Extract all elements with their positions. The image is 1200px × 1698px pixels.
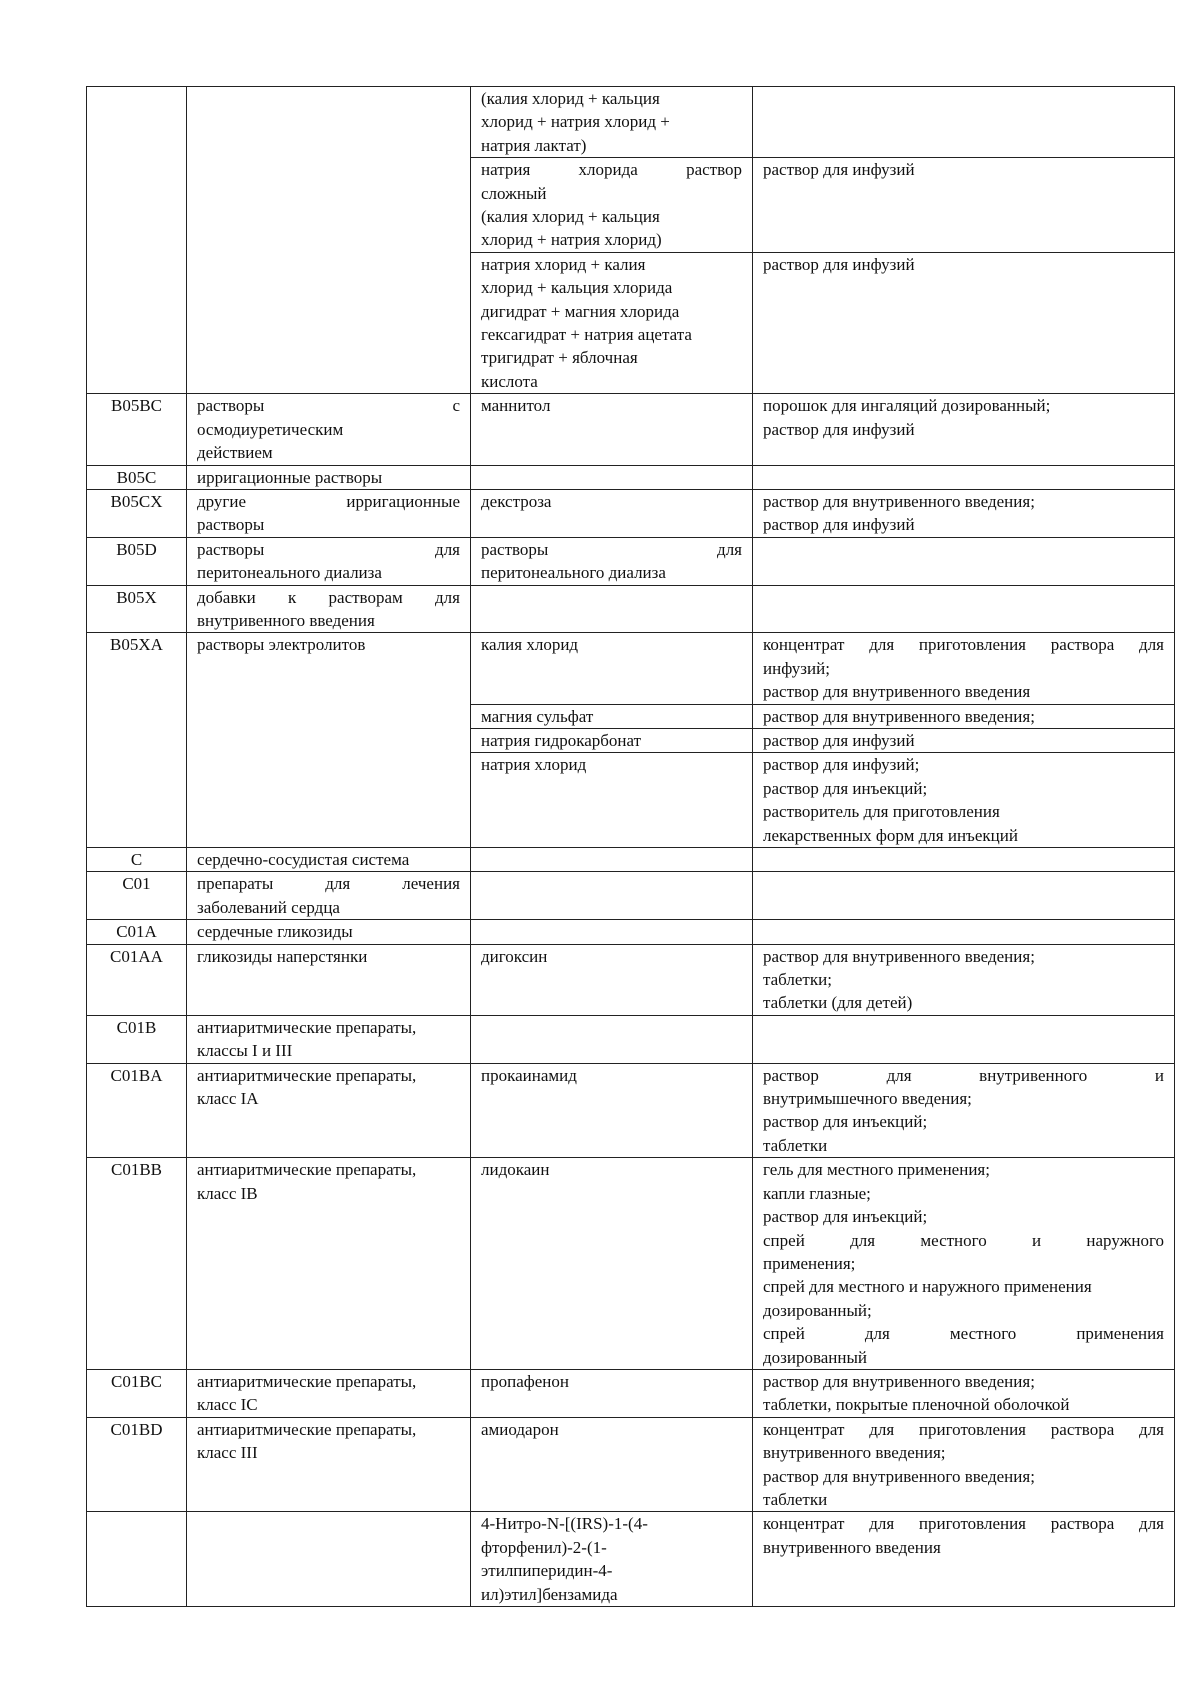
dosage-form-line: раствор для инфузий [763, 419, 915, 439]
anatomical-group-line: действием [197, 443, 273, 463]
atc-code: B05C [116, 467, 157, 487]
drug-name-line: натрия хлорида раствор [481, 160, 742, 180]
dosage-form-line: раствор для внутривенного введения; [763, 1371, 1035, 1391]
dosage-form-line: спрей для местного и наружного применения [763, 1277, 1092, 1297]
atc-code-cell [87, 1063, 187, 1158]
table-row [87, 872, 1175, 920]
drug-name-line: хлорид + кальция хлорида [481, 278, 673, 298]
anatomical-group-line: антиаритмические препараты, [197, 1065, 417, 1085]
dosage-form-line: раствор для внутривенного введения; [763, 946, 1035, 966]
anatomical-group-line: антиаритмические препараты, [197, 1017, 417, 1037]
drug-name-cell [471, 728, 753, 752]
drug-name-cell [471, 394, 753, 465]
anatomical-group-line: добавки к растворам для [197, 587, 460, 607]
atc-code-cell [87, 944, 187, 1015]
anatomical-group-line: классы I и III [197, 1041, 293, 1061]
anatomical-group-cell [187, 633, 471, 848]
anatomical-group-cell [187, 585, 471, 633]
drug-name-line: (калия хлорид + кальция [481, 89, 660, 108]
drug-name-line: натрия лактат) [481, 135, 587, 155]
atc-code: B05D [116, 539, 157, 559]
table-row [87, 1512, 1175, 1607]
dosage-form-cell [753, 158, 1175, 253]
dosage-form-cell [753, 1015, 1175, 1063]
drug-name-cell [471, 585, 753, 633]
table-row [87, 848, 1175, 872]
atc-code-cell [87, 1512, 187, 1607]
dosage-form-line: дозированный; [763, 1300, 872, 1320]
dosage-form-line: спрей для местного применения [763, 1324, 1164, 1344]
drug-name-line: дигидрат + магния хлорида [481, 301, 680, 321]
drug-name-cell [471, 920, 753, 944]
drug-name-cell [471, 753, 753, 848]
dosage-form-line: раствор для инфузий [763, 160, 915, 180]
atc-code-cell [87, 1015, 187, 1063]
dosage-form-line: инфузий; [763, 658, 830, 678]
dosage-form-cell [753, 728, 1175, 752]
atc-code: C01B [116, 1017, 157, 1037]
drug-name-line: натрия хлорид + калия [481, 254, 646, 274]
drug-name-line: 4-Нитро-N-[(IRS)-1-(4- [481, 1514, 648, 1534]
dosage-form-cell [753, 465, 1175, 489]
dosage-form-cell [753, 1369, 1175, 1417]
anatomical-group-cell [187, 465, 471, 489]
dosage-form-line: таблетки [763, 1489, 828, 1509]
anatomical-group-line: растворы для [197, 539, 460, 559]
dosage-form-cell [753, 1063, 1175, 1158]
table-row [87, 944, 1175, 1015]
anatomical-group-line: препараты для лечения [197, 874, 460, 894]
drug-name-line: дигоксин [481, 946, 548, 966]
drug-name-line: хлорид + натрия хлорид + [481, 112, 670, 132]
drug-name-cell [471, 465, 753, 489]
atc-code-cell [87, 465, 187, 489]
drug-name-cell [471, 158, 753, 253]
anatomical-group-line: внутривенного введения [197, 610, 375, 630]
table-row [87, 585, 1175, 633]
atc-code: C [130, 850, 143, 869]
drug-name-line: прокаинамид [481, 1065, 577, 1085]
dosage-form-line: растворитель для приготовления [763, 802, 1000, 822]
dosage-form-line: внутримышечного введения; [763, 1089, 972, 1109]
dosage-form-line: раствор для внутривенного и [763, 1065, 1164, 1085]
anatomical-group-cell [187, 848, 471, 872]
drug-name-line: натрия гидрокарбонат [481, 730, 642, 750]
drug-name-line: декстроза [481, 491, 552, 511]
drug-name-cell [471, 1158, 753, 1370]
dosage-form-cell [753, 920, 1175, 944]
dosage-form-line: раствор для инъекций; [763, 778, 928, 798]
anatomical-group-cell [187, 1015, 471, 1063]
atc-code: C01BD [110, 1419, 163, 1439]
anatomical-group-cell [187, 1512, 471, 1607]
drug-name-line: гексагидрат + натрия ацетата [481, 325, 692, 345]
atc-code-cell [87, 1417, 187, 1512]
anatomical-group-cell [187, 1369, 471, 1417]
table-row [87, 1063, 1175, 1158]
dosage-form-line: гель для местного применения; [763, 1160, 990, 1180]
dosage-form-cell [753, 753, 1175, 848]
dosage-form-line: раствор для внутривенного введения; [763, 706, 1035, 726]
table-row [87, 87, 1175, 158]
drug-name-line: фторфенил)-2-(1- [481, 1537, 607, 1557]
drug-name-line: натрия хлорид [481, 755, 587, 775]
atc-code-cell [87, 1369, 187, 1417]
dosage-form-cell [753, 1512, 1175, 1607]
atc-code: B05CX [110, 491, 163, 511]
dosage-form-line: таблетки [763, 1135, 828, 1155]
atc-code: B05XA [110, 635, 163, 655]
dosage-form-line: раствор для внутривенного введения; [763, 491, 1035, 511]
drug-name-line: калия хлорид [481, 635, 579, 655]
dosage-form-line: концентрат для приготовления раствора для [763, 1514, 1164, 1534]
atc-code: C01BC [110, 1371, 163, 1391]
dosage-form-line: лекарственных форм для инъекций [763, 825, 1018, 845]
dosage-form-line: таблетки; [763, 970, 832, 990]
dosage-form-cell [753, 87, 1175, 158]
anatomical-group-cell [187, 394, 471, 465]
dosage-form-line: раствор для инъекций; [763, 1207, 928, 1227]
drug-name-cell [471, 704, 753, 728]
anatomical-group-line: растворы [197, 515, 265, 535]
atc-code: C01BB [110, 1160, 163, 1180]
anatomical-group-cell [187, 872, 471, 920]
dosage-form-line: раствор для внутривенного введения [763, 682, 1031, 702]
drug-name-cell [471, 87, 753, 158]
anatomical-group-line: перитонеального диализа [197, 563, 382, 583]
dosage-form-cell [753, 944, 1175, 1015]
drug-name-line: тригидрат + яблочная [481, 348, 638, 368]
table-row [87, 1015, 1175, 1063]
drug-name-line: этилпиперидин-4- [481, 1561, 613, 1581]
anatomical-group-line: антиаритмические препараты, [197, 1371, 417, 1391]
atc-code: C01AA [110, 946, 163, 966]
dosage-form-cell [753, 872, 1175, 920]
drug-name-cell [471, 1512, 753, 1607]
dosage-form-line: спрей для местного и наружного [763, 1230, 1164, 1250]
dosage-form-cell [753, 1158, 1175, 1370]
atc-code-cell [87, 585, 187, 633]
drug-name-cell [471, 1063, 753, 1158]
dosage-form-line: капли глазные; [763, 1183, 871, 1203]
anatomical-group-line: класс IB [197, 1183, 258, 1203]
anatomical-group-line: растворы электролитов [197, 635, 366, 655]
dosage-form-cell [753, 537, 1175, 585]
table-row [87, 537, 1175, 585]
dosage-form-cell [753, 633, 1175, 704]
dosage-form-cell [753, 585, 1175, 633]
dosage-form-line: раствор для внутривенного введения; [763, 1466, 1035, 1486]
anatomical-group-line: заболеваний сердца [197, 897, 340, 917]
anatomical-group-line: класс IC [197, 1395, 258, 1415]
anatomical-group-line: ирригационные растворы [197, 467, 383, 487]
dosage-form-line: раствор для инъекций; [763, 1112, 928, 1132]
anatomical-group-line: растворы с [197, 396, 460, 416]
atc-code: C01BA [110, 1065, 163, 1085]
table-row [87, 1369, 1175, 1417]
anatomical-group-line: класс III [197, 1443, 258, 1463]
dosage-form-cell [753, 1417, 1175, 1512]
atc-code-cell [87, 872, 187, 920]
anatomical-group-cell [187, 1158, 471, 1370]
dosage-form-line: внутривенного введения [763, 1537, 941, 1557]
drug-table [86, 86, 1175, 1607]
table-row [87, 633, 1175, 704]
drug-name-line: лидокаин [481, 1160, 550, 1180]
dosage-form-cell [753, 489, 1175, 537]
table-row [87, 920, 1175, 944]
dosage-form-line: дозированный [763, 1347, 868, 1367]
table-row [87, 465, 1175, 489]
drug-name-line: пропафенон [481, 1371, 569, 1391]
dosage-form-line: раствор для инфузий; [763, 755, 920, 775]
atc-code-cell [87, 87, 187, 394]
dosage-form-line: таблетки (для детей) [763, 993, 913, 1013]
drug-name-line: магния сульфат [481, 706, 594, 726]
atc-code: B05BC [110, 396, 163, 416]
drug-name-line: (калия хлорид + кальция [481, 207, 660, 227]
anatomical-group-cell [187, 920, 471, 944]
anatomical-group-line: антиаритмические препараты, [197, 1160, 417, 1180]
atc-code: B05X [116, 587, 157, 607]
drug-name-cell [471, 944, 753, 1015]
dosage-form-cell [753, 848, 1175, 872]
dosage-form-line: концентрат для приготовления раствора для [763, 1419, 1164, 1439]
table-row [87, 394, 1175, 465]
dosage-form-line: применения; [763, 1253, 856, 1273]
dosage-form-cell [753, 394, 1175, 465]
drug-name-cell [471, 537, 753, 585]
dosage-form-line: таблетки, покрытые пленочной оболочкой [763, 1395, 1070, 1415]
anatomical-group-line: сердечно-сосудистая система [197, 850, 410, 869]
dosage-form-cell [753, 252, 1175, 393]
anatomical-group-cell [187, 944, 471, 1015]
atc-code-cell [87, 489, 187, 537]
anatomical-group-line: другие ирригационные [197, 491, 460, 511]
drug-name-line: перитонеального диализа [481, 563, 666, 583]
drug-name-cell [471, 633, 753, 704]
atc-code: C01 [122, 874, 151, 894]
drug-name-line: амиодарон [481, 1419, 559, 1439]
dosage-form-line: концентрат для приготовления раствора для [763, 635, 1164, 655]
anatomical-group-line: гликозиды наперстянки [197, 946, 368, 966]
drug-name-line: хлорид + натрия хлорид) [481, 230, 662, 250]
drug-name-line: маннитол [481, 396, 551, 416]
drug-name-line: сложный [481, 183, 547, 203]
drug-name-line: ил)этил]бензамида [481, 1584, 618, 1604]
dosage-form-line: внутривенного введения; [763, 1443, 946, 1463]
anatomical-group-line: осмодиуретическим [197, 419, 344, 439]
anatomical-group-line: антиаритмические препараты, [197, 1419, 417, 1439]
dosage-form-line: раствор для инфузий [763, 254, 915, 274]
atc-code-cell [87, 633, 187, 848]
atc-code-cell [87, 394, 187, 465]
table-row [87, 489, 1175, 537]
anatomical-group-cell [187, 87, 471, 394]
drug-name-cell [471, 489, 753, 537]
atc-code-cell [87, 848, 187, 872]
anatomical-group-line: класс IA [197, 1089, 259, 1109]
drug-name-cell [471, 872, 753, 920]
anatomical-group-cell [187, 489, 471, 537]
atc-code-cell [87, 920, 187, 944]
drug-name-cell [471, 848, 753, 872]
anatomical-group-cell [187, 1063, 471, 1158]
anatomical-group-cell [187, 1417, 471, 1512]
anatomical-group-cell [187, 537, 471, 585]
drug-name-line: растворы для [481, 539, 742, 559]
drug-name-cell [471, 1369, 753, 1417]
atc-code-cell [87, 537, 187, 585]
table-row [87, 1158, 1175, 1370]
atc-code: C01A [116, 922, 157, 942]
dosage-form-line: раствор для инфузий [763, 730, 915, 750]
dosage-form-line: раствор для инфузий [763, 515, 915, 535]
anatomical-group-line: сердечные гликозиды [197, 922, 353, 942]
atc-code-cell [87, 1158, 187, 1370]
drug-name-cell [471, 252, 753, 393]
dosage-form-cell [753, 704, 1175, 728]
table-row [87, 1417, 1175, 1512]
drug-name-line: кислота [481, 371, 538, 391]
drug-name-cell [471, 1015, 753, 1063]
drug-name-cell [471, 1417, 753, 1512]
dosage-form-line: порошок для ингаляций дозированный; [763, 396, 1051, 416]
drug-table-body [87, 87, 1175, 1607]
